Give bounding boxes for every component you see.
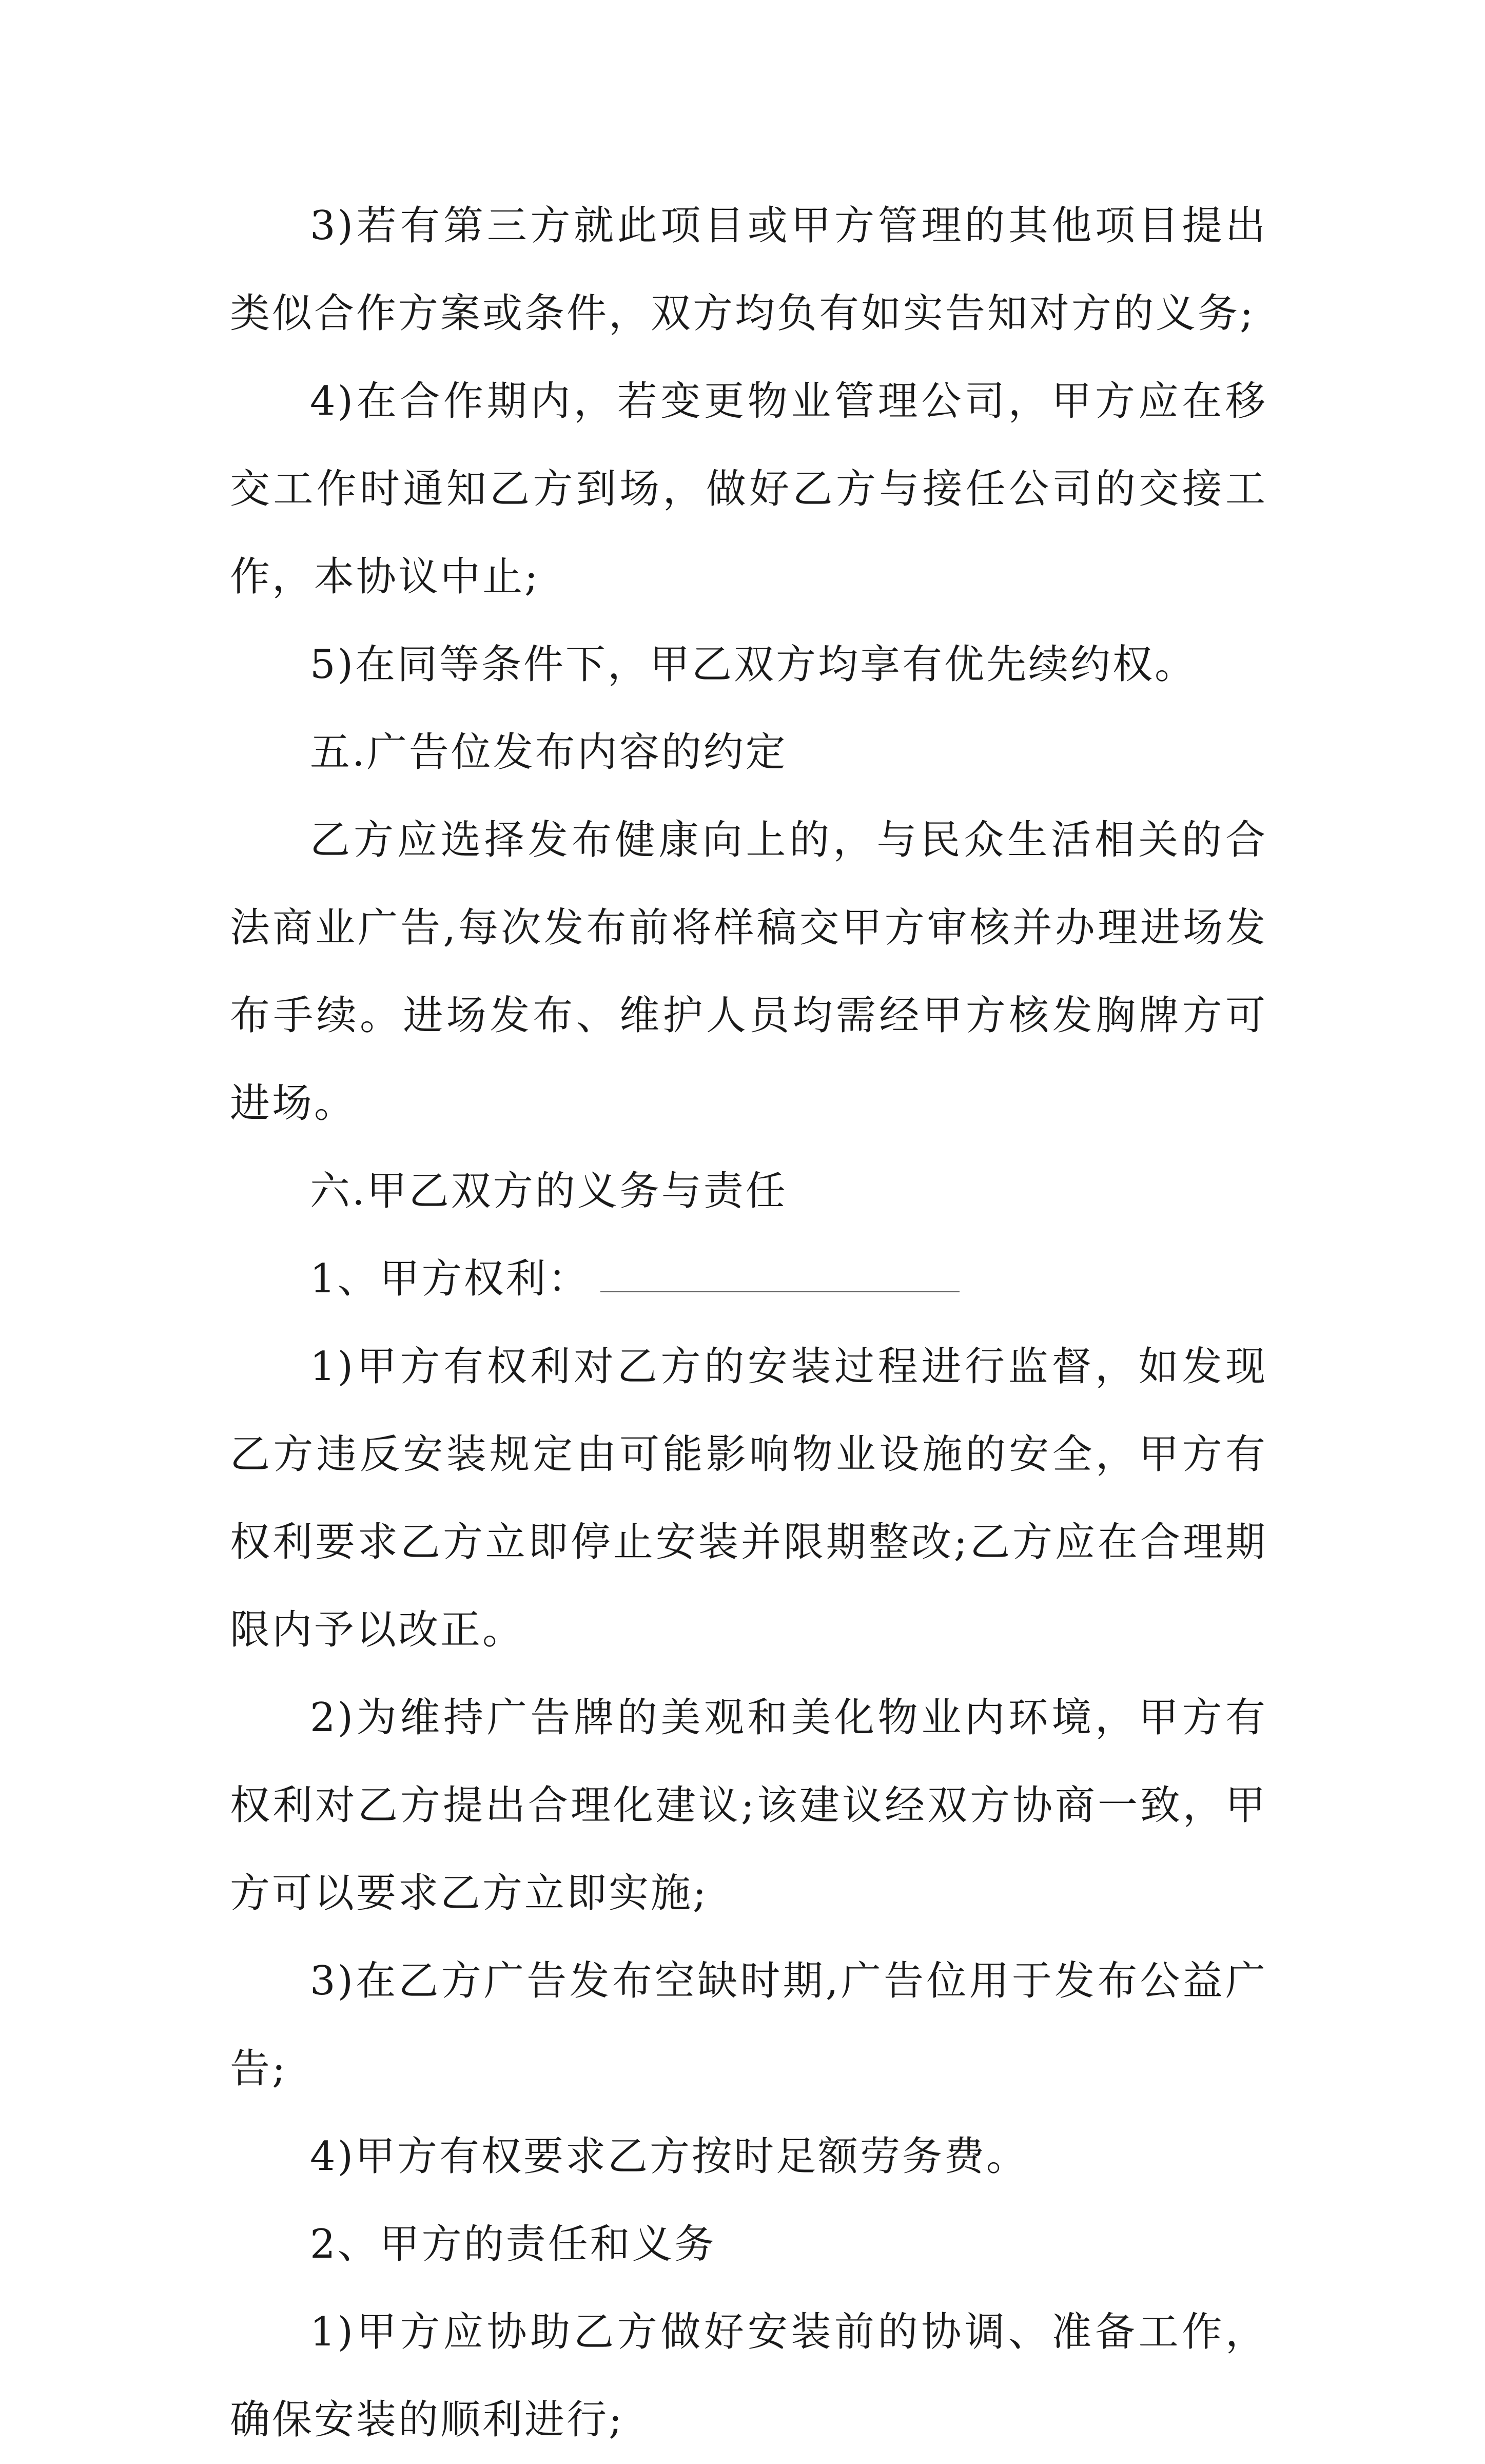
party-a-rights-label: 1、甲方权利：	[310, 1256, 590, 1302]
blank-underline	[600, 1255, 960, 1292]
section-5-heading: 五.广告位发布内容的约定	[310, 729, 788, 775]
party-a-right-4: 4)甲方有权要求乙方按时足额劳务费。	[310, 2133, 1029, 2180]
party-a-right-1: 1)甲方有权利对乙方的安装过程进行监督，如发现乙方违反安装规定由可能影响物业设施的安全，甲方有权利要求乙方立即停止安装并限期整改;乙方应在合理期限内予以改正。	[230, 1344, 1267, 1653]
section-5-body: 乙方应选择发布健康向上的，与民众生活相关的合法商业广告,每次发布前将样稿交甲方审核并办理进场发布手续。进场发布、维护人员均需经甲方核发胸牌方可进场。	[230, 817, 1267, 1127]
party-a-right-2: 2)为维持广告牌的美观和美化物业内环境，甲方有权利对乙方提出合理化建议;该建议经双方协商一致，甲方可以要求乙方立即实施;	[230, 1695, 1267, 1916]
party-a-right-3: 3)在乙方广告发布空缺时期,广告位用于发布公益广告;	[230, 1958, 1267, 2092]
party-a-duties-heading: 2、甲方的责任和义务	[310, 2221, 716, 2267]
party-a-duty-1: 1)甲方应协助乙方做好安装前的协调、准备工作，确保安装的顺利进行;	[230, 2309, 1267, 2443]
party-a-rights-heading	[230, 1235, 1267, 1323]
section-6-heading: 六.甲乙双方的义务与责任	[310, 1168, 788, 1214]
clause-4-3: 3)若有第三方就此项目或甲方管理的其他项目提出类似合作方案或条件，双方均负有如实告知对方的义务;	[230, 203, 1267, 337]
document-body	[230, 182, 1267, 2464]
clause-4-5: 5)在同等条件下，甲乙双方均享有优先续约权。	[310, 642, 1197, 688]
clause-4-4: 4)在合作期内，若变更物业管理公司，甲方应在移交工作时通知乙方到场，做好乙方与接任公司的交接工作，本协议中止;	[230, 378, 1267, 600]
